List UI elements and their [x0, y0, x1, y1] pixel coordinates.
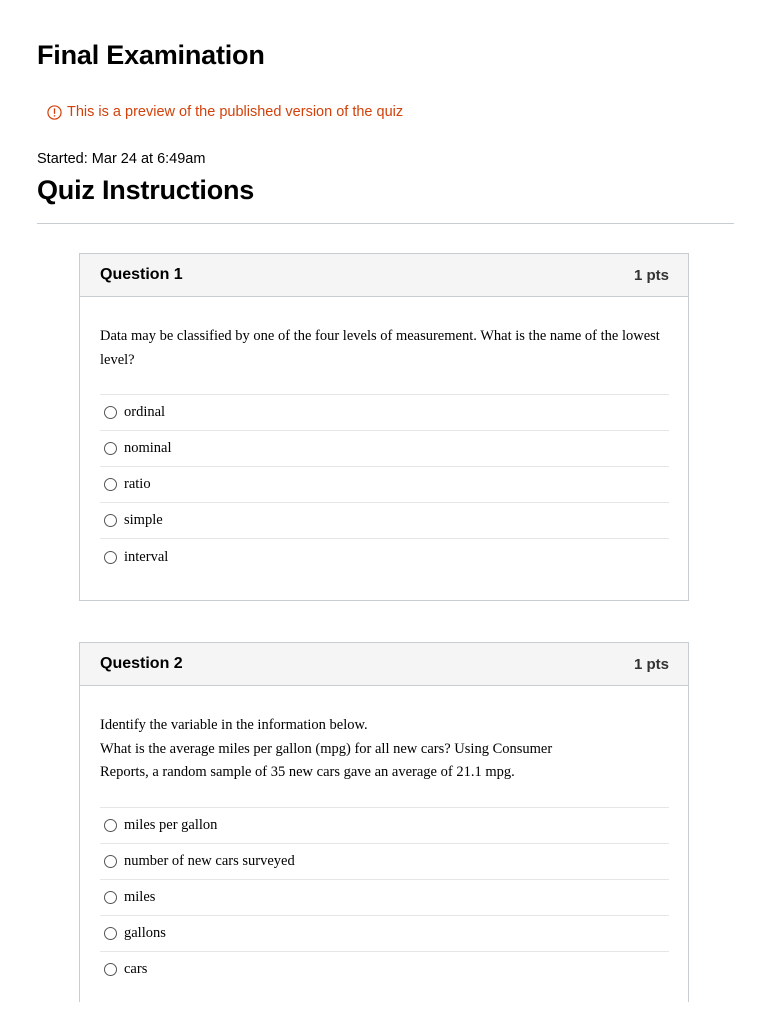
question-title: Question 1	[100, 266, 183, 283]
page-title: Final Examination	[37, 40, 265, 70]
question-text	[100, 325, 669, 372]
started-timestamp: Started: Mar 24 at 6:49am	[37, 151, 206, 167]
radio-button[interactable]	[104, 514, 117, 527]
question-2	[79, 642, 689, 1002]
answer-label: interval	[124, 548, 169, 565]
answer-label: miles per gallon	[124, 816, 218, 833]
question-text	[100, 714, 669, 785]
answer-option[interactable]	[100, 916, 669, 952]
question-1	[79, 253, 689, 601]
answer-option[interactable]	[100, 808, 669, 844]
answer-label: gallons	[124, 924, 166, 941]
question-header	[80, 254, 688, 297]
question-points: 1 pts	[633, 266, 669, 284]
answer-label: nominal	[124, 440, 172, 456]
question-body	[80, 297, 688, 575]
radio-button[interactable]	[104, 406, 117, 419]
answer-option[interactable]	[100, 467, 669, 503]
radio-button[interactable]	[104, 442, 117, 455]
answer-option[interactable]	[100, 844, 669, 880]
radio-button[interactable]	[104, 855, 117, 868]
answer-option[interactable]	[100, 395, 669, 431]
question-points: 1 pts	[633, 655, 669, 673]
radio-button[interactable]	[104, 819, 117, 832]
quiz-instructions-heading: Quiz Instructions	[37, 175, 255, 205]
answer-label: ordinal	[124, 404, 166, 420]
answer-label: ratio	[124, 476, 151, 492]
question-header	[80, 643, 688, 686]
answer-option[interactable]	[100, 431, 669, 467]
answer-option[interactable]	[100, 539, 669, 575]
divider	[37, 223, 734, 224]
radio-button[interactable]	[104, 963, 117, 976]
preview-notice	[47, 104, 403, 120]
radio-button[interactable]	[104, 551, 117, 564]
answer-label: number of new cars surveyed	[124, 852, 295, 869]
answer-list	[100, 394, 669, 575]
question-body	[80, 686, 688, 988]
answer-label: simple	[124, 512, 163, 528]
warning-icon	[47, 105, 62, 120]
answer-label: miles	[124, 888, 156, 905]
answer-option[interactable]	[100, 880, 669, 916]
preview-notice-text: This is a preview of the published version of the quiz	[67, 104, 404, 120]
radio-button[interactable]	[104, 891, 117, 904]
answer-list	[100, 807, 669, 988]
answer-option[interactable]	[100, 952, 669, 988]
radio-button[interactable]	[104, 478, 117, 491]
question-title: Question 2	[100, 655, 183, 672]
question-text-line: Identify the variable in the information below.	[100, 717, 368, 733]
answer-label: cars	[124, 961, 148, 977]
question-text-line: What is the average miles per gallon (mpg) for all new cars? Using Consumer Reports, a random sample of 35 new cars gave an average of 21.1 mpg.	[100, 740, 553, 780]
question-text-line: Data may be classified by one of the four levels of measurement. What is the name of the lowest level?	[100, 328, 660, 368]
radio-button[interactable]	[104, 927, 117, 940]
answer-option[interactable]	[100, 503, 669, 539]
